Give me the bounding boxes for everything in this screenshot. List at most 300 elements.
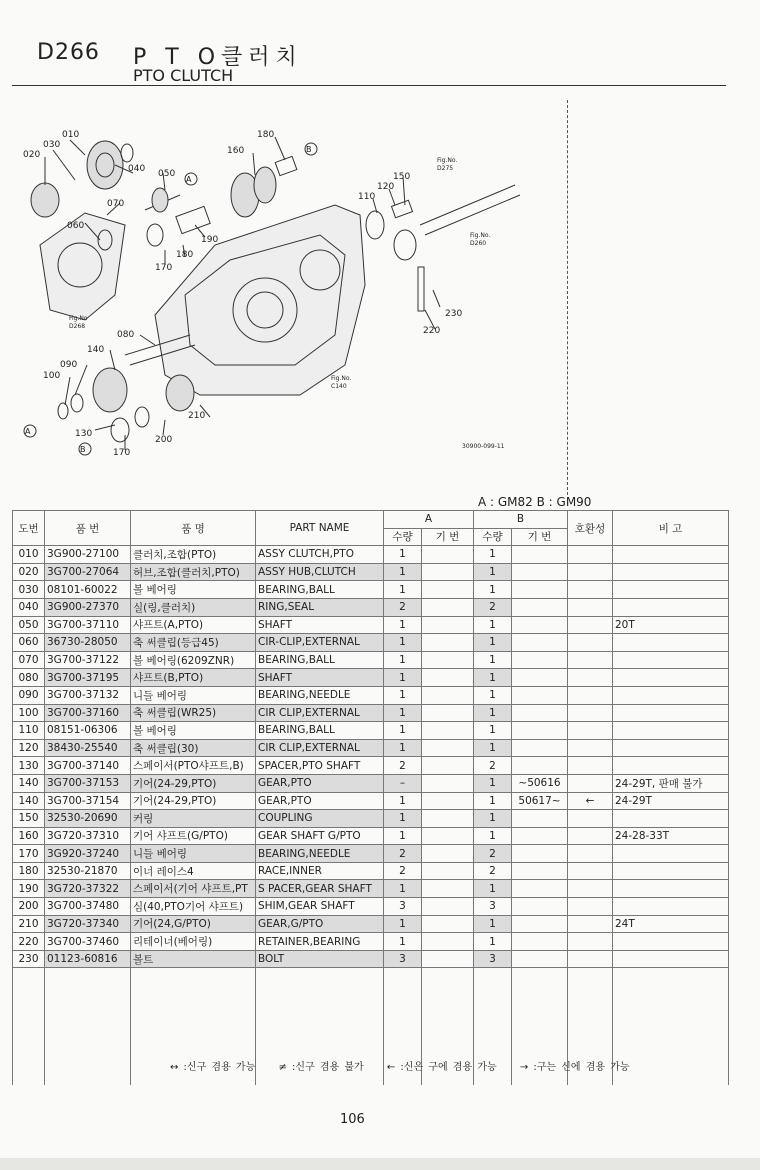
cell-part-no: 3G900-27370 xyxy=(45,598,131,616)
svg-text:160: 160 xyxy=(227,146,245,156)
cell-name-ko: 축 써클립(30) xyxy=(131,739,256,757)
empty-cell xyxy=(13,968,45,985)
cell-name-ko: 클러치,조합(PTO) xyxy=(131,546,256,564)
cell-compat xyxy=(568,686,613,704)
cell-rem xyxy=(613,634,729,652)
cell-part-no: 08101-60022 xyxy=(45,581,131,599)
cell-compat xyxy=(568,739,613,757)
cell-compat xyxy=(568,898,613,916)
cell-name-en: BEARING,BALL xyxy=(256,581,384,599)
cell-qa: 1 xyxy=(384,616,422,634)
table-row xyxy=(13,704,729,722)
table-filler-row xyxy=(13,1002,729,1019)
cell-no: 130 xyxy=(13,757,45,775)
col-no: 도번 xyxy=(13,511,45,546)
svg-text:100: 100 xyxy=(43,371,61,381)
cell-compat xyxy=(568,933,613,951)
cell-rem xyxy=(613,739,729,757)
col-b-qty: 수량 xyxy=(474,528,512,546)
empty-cell xyxy=(568,1002,613,1019)
cell-rem xyxy=(613,862,729,880)
svg-text:230: 230 xyxy=(445,309,463,319)
compatibility-legend xyxy=(170,1058,648,1073)
cell-no: 120 xyxy=(13,739,45,757)
cell-no: 170 xyxy=(13,845,45,863)
cell-qa: 1 xyxy=(384,581,422,599)
svg-text:080: 080 xyxy=(117,330,135,340)
svg-text:Fig.No: Fig.No xyxy=(69,315,88,322)
cell-bb xyxy=(512,880,568,898)
cell-rem xyxy=(613,810,729,828)
cell-qa: 2 xyxy=(384,845,422,863)
cell-compat xyxy=(568,722,613,740)
empty-cell xyxy=(256,1035,384,1052)
cell-compat xyxy=(568,862,613,880)
empty-cell xyxy=(13,1018,45,1035)
cell-no: 180 xyxy=(13,862,45,880)
cell-rem xyxy=(613,933,729,951)
cell-no: 150 xyxy=(13,810,45,828)
empty-cell xyxy=(613,1018,729,1035)
cell-bb xyxy=(512,704,568,722)
empty-cell xyxy=(384,1018,422,1035)
cell-name-en: CIR CLIP,EXTERNAL xyxy=(256,704,384,722)
cell-compat xyxy=(568,827,613,845)
cell-bb: ~50616 xyxy=(512,774,568,792)
cell-rem xyxy=(613,950,729,968)
empty-cell xyxy=(568,1035,613,1052)
svg-text:D268: D268 xyxy=(69,323,86,330)
cell-compat xyxy=(568,757,613,775)
cell-ba xyxy=(422,563,474,581)
cell-qa: 1 xyxy=(384,634,422,652)
cell-part-no: 3G720-37310 xyxy=(45,827,131,845)
empty-cell xyxy=(422,985,474,1002)
cell-qa: 1 xyxy=(384,739,422,757)
scan-edge xyxy=(0,1158,760,1170)
cell-rem: 20T xyxy=(613,616,729,634)
cell-compat xyxy=(568,810,613,828)
cell-name-en: S PACER,GEAR SHAFT xyxy=(256,880,384,898)
empty-cell xyxy=(13,1002,45,1019)
cell-rem xyxy=(613,845,729,863)
cell-name-ko: 샤프트(B,PTO) xyxy=(131,669,256,687)
cell-ba xyxy=(422,546,474,564)
cell-bb xyxy=(512,845,568,863)
table-row xyxy=(13,810,729,828)
cell-rem xyxy=(613,669,729,687)
table-row xyxy=(13,563,729,581)
table-row xyxy=(13,546,729,564)
cell-qb: 1 xyxy=(474,686,512,704)
cell-rem xyxy=(613,898,729,916)
cell-ba xyxy=(422,845,474,863)
cell-name-en: SHIM,GEAR SHAFT xyxy=(256,898,384,916)
cell-name-ko: 축 써클립(등급45) xyxy=(131,634,256,652)
cell-ba xyxy=(422,827,474,845)
cell-qa: 1 xyxy=(384,669,422,687)
empty-cell xyxy=(256,985,384,1002)
cell-compat xyxy=(568,563,613,581)
cell-compat xyxy=(568,581,613,599)
cell-ba xyxy=(422,616,474,634)
cell-bb xyxy=(512,651,568,669)
cell-name-ko: 리테이너(베어링) xyxy=(131,933,256,951)
cell-part-no: 3G720-37340 xyxy=(45,915,131,933)
cell-ba xyxy=(422,634,474,652)
empty-cell xyxy=(45,1018,131,1035)
cell-compat xyxy=(568,774,613,792)
cell-name-en: RACE,INNER xyxy=(256,862,384,880)
svg-text:Fig.No.: Fig.No. xyxy=(437,157,458,164)
cell-bb xyxy=(512,757,568,775)
cell-name-ko: 샤프트(A,PTO) xyxy=(131,616,256,634)
cell-no: 230 xyxy=(13,950,45,968)
cell-part-no: 32530-21870 xyxy=(45,862,131,880)
cell-part-no: 3G700-37195 xyxy=(45,669,131,687)
cell-qb: 2 xyxy=(474,757,512,775)
svg-text:030: 030 xyxy=(43,140,61,150)
cell-name-en: ASSY HUB,CLUTCH xyxy=(256,563,384,581)
cell-part-no: 38430-25540 xyxy=(45,739,131,757)
cell-part-no: 3G700-37110 xyxy=(45,616,131,634)
cell-name-en: SPACER,PTO SHAFT xyxy=(256,757,384,775)
cell-qa: 1 xyxy=(384,563,422,581)
cell-part-no: 3G700-37460 xyxy=(45,933,131,951)
cell-qa: 1 xyxy=(384,880,422,898)
svg-text:120: 120 xyxy=(377,182,395,192)
cell-no: 100 xyxy=(13,704,45,722)
cell-qb: 2 xyxy=(474,598,512,616)
svg-text:170: 170 xyxy=(113,448,131,458)
cell-no: 210 xyxy=(13,915,45,933)
cell-no: 020 xyxy=(13,563,45,581)
col-part-no: 품 번 xyxy=(45,511,131,546)
cell-part-no: 32530-20690 xyxy=(45,810,131,828)
cell-name-en: SHAFT xyxy=(256,616,384,634)
table-row xyxy=(13,616,729,634)
cell-rem xyxy=(613,563,729,581)
diagram-ref-code: 30900-099-11 xyxy=(462,443,505,450)
section-title-english: PTO CLUTCH xyxy=(133,66,234,85)
cell-rem xyxy=(613,651,729,669)
cell-name-ko: 볼 베어링(6209ZNR) xyxy=(131,651,256,669)
svg-text:090: 090 xyxy=(60,360,78,370)
page-number: 106 xyxy=(340,1112,365,1127)
table-filler-row xyxy=(13,1035,729,1052)
empty-cell xyxy=(474,968,512,985)
empty-cell xyxy=(13,985,45,1002)
cell-name-en: BOLT xyxy=(256,950,384,968)
cell-qa: 1 xyxy=(384,933,422,951)
cell-rem: 24T xyxy=(613,915,729,933)
cell-qa: – xyxy=(384,774,422,792)
empty-cell xyxy=(13,1051,45,1068)
cell-qb: 1 xyxy=(474,669,512,687)
cell-ba xyxy=(422,915,474,933)
cell-qb: 1 xyxy=(474,546,512,564)
empty-cell xyxy=(568,968,613,985)
empty-cell xyxy=(422,1002,474,1019)
cell-rem xyxy=(613,722,729,740)
svg-text:150: 150 xyxy=(393,172,411,182)
cell-no: 080 xyxy=(13,669,45,687)
cell-part-no: 3G700-37122 xyxy=(45,651,131,669)
cell-rem xyxy=(613,598,729,616)
cell-bb: 50617~ xyxy=(512,792,568,810)
cell-compat xyxy=(568,704,613,722)
cell-part-no: 08151-06306 xyxy=(45,722,131,740)
cell-qa: 2 xyxy=(384,862,422,880)
cell-compat xyxy=(568,598,613,616)
table-filler-row xyxy=(13,1018,729,1035)
cell-qb: 1 xyxy=(474,792,512,810)
cell-name-ko: 커링 xyxy=(131,810,256,828)
cell-part-no: 3G700-37154 xyxy=(45,792,131,810)
cell-name-ko: 볼 베어링 xyxy=(131,722,256,740)
cell-qb: 2 xyxy=(474,845,512,863)
cell-name-en: RETAINER,BEARING xyxy=(256,933,384,951)
cell-qb: 1 xyxy=(474,651,512,669)
empty-cell xyxy=(256,1018,384,1035)
table-row xyxy=(13,950,729,968)
cell-no: 140 xyxy=(13,792,45,810)
svg-text:020: 020 xyxy=(23,150,41,160)
cell-qa: 1 xyxy=(384,915,422,933)
cell-no: 140 xyxy=(13,774,45,792)
legend-item: → :구는 신에 겸용 가능 xyxy=(519,1062,630,1073)
cell-qa: 1 xyxy=(384,810,422,828)
svg-text:040: 040 xyxy=(128,164,146,174)
cell-name-ko: 기어 샤프트(G/PTO) xyxy=(131,827,256,845)
empty-cell xyxy=(474,985,512,1002)
cell-name-en: CIR CLIP,EXTERNAL xyxy=(256,739,384,757)
cell-ba xyxy=(422,686,474,704)
model-key: A : GM82 B : GM90 xyxy=(478,495,592,509)
empty-cell xyxy=(512,1018,568,1035)
cell-part-no: 3G920-37240 xyxy=(45,845,131,863)
cell-no: 220 xyxy=(13,933,45,951)
cell-qb: 1 xyxy=(474,810,512,828)
empty-cell xyxy=(512,985,568,1002)
cell-name-en: GEAR,G/PTO xyxy=(256,915,384,933)
empty-cell xyxy=(384,985,422,1002)
diagram-divider xyxy=(567,100,568,495)
empty-cell xyxy=(256,968,384,985)
svg-text:180: 180 xyxy=(176,250,194,260)
cell-part-no: 3G720-37322 xyxy=(45,880,131,898)
cell-no: 060 xyxy=(13,634,45,652)
svg-text:A: A xyxy=(186,175,192,184)
cell-qb: 3 xyxy=(474,898,512,916)
col-model-a: A xyxy=(384,511,474,529)
table-row xyxy=(13,686,729,704)
cell-name-en: BEARING,NEEDLE xyxy=(256,686,384,704)
parts-table xyxy=(12,510,729,1085)
cell-bb xyxy=(512,898,568,916)
legend-item: ≠ :신구 겸용 불가 xyxy=(278,1062,364,1073)
table-row xyxy=(13,862,729,880)
empty-cell xyxy=(613,985,729,1002)
empty-cell xyxy=(131,1018,256,1035)
cell-rem: 24-29T xyxy=(613,792,729,810)
cell-ba xyxy=(422,774,474,792)
cell-compat xyxy=(568,616,613,634)
cell-qb: 1 xyxy=(474,581,512,599)
cell-rem xyxy=(613,686,729,704)
legend-item: ↔ :신구 겸용 가능 xyxy=(170,1062,256,1073)
cell-name-en: COUPLING xyxy=(256,810,384,828)
table-row xyxy=(13,827,729,845)
svg-text:010: 010 xyxy=(62,130,80,140)
cell-compat xyxy=(568,634,613,652)
cell-name-ko: 스페이서(기어 샤프트,PT xyxy=(131,880,256,898)
section-code: D266 xyxy=(37,40,100,65)
cell-bb xyxy=(512,739,568,757)
empty-cell xyxy=(422,1035,474,1052)
cell-compat xyxy=(568,546,613,564)
empty-cell xyxy=(422,1018,474,1035)
empty-cell xyxy=(568,1018,613,1035)
cell-qb: 1 xyxy=(474,774,512,792)
svg-text:050: 050 xyxy=(158,169,176,179)
cell-rem xyxy=(613,581,729,599)
table-row xyxy=(13,880,729,898)
table-filler-row xyxy=(13,968,729,985)
cell-no: 010 xyxy=(13,546,45,564)
cell-bb xyxy=(512,915,568,933)
cell-name-ko: 볼트 xyxy=(131,950,256,968)
empty-cell xyxy=(474,1002,512,1019)
col-compat: 호환성 xyxy=(568,511,613,546)
cell-qa: 3 xyxy=(384,898,422,916)
cell-name-en: BEARING,NEEDLE xyxy=(256,845,384,863)
empty-cell xyxy=(45,1035,131,1052)
empty-cell xyxy=(613,968,729,985)
svg-text:C140: C140 xyxy=(331,383,347,390)
table-row xyxy=(13,651,729,669)
cell-part-no: 3G700-37160 xyxy=(45,704,131,722)
cell-name-ko: 심(40,PTO기어 샤프트) xyxy=(131,898,256,916)
cell-bb xyxy=(512,616,568,634)
empty-cell xyxy=(474,1035,512,1052)
cell-no: 030 xyxy=(13,581,45,599)
svg-text:060: 060 xyxy=(67,221,85,231)
cell-bb xyxy=(512,810,568,828)
cell-rem xyxy=(613,880,729,898)
empty-cell xyxy=(45,985,131,1002)
cell-name-en: GEAR,PTO xyxy=(256,774,384,792)
cell-rem xyxy=(613,757,729,775)
table-row xyxy=(13,792,729,810)
empty-cell xyxy=(45,968,131,985)
cell-rem xyxy=(613,546,729,564)
cell-name-ko: 기어(24-29,PTO) xyxy=(131,774,256,792)
table-row xyxy=(13,722,729,740)
table-row xyxy=(13,634,729,652)
empty-cell xyxy=(384,968,422,985)
empty-cell xyxy=(613,1035,729,1052)
empty-cell xyxy=(131,968,256,985)
cell-qa: 1 xyxy=(384,651,422,669)
empty-cell xyxy=(512,1035,568,1052)
svg-text:Fig.No.: Fig.No. xyxy=(331,375,352,382)
svg-text:210: 210 xyxy=(188,411,206,421)
empty-cell xyxy=(613,1002,729,1019)
svg-text:D275: D275 xyxy=(437,165,454,172)
svg-text:110: 110 xyxy=(358,192,376,202)
cell-ba xyxy=(422,704,474,722)
cell-qa: 1 xyxy=(384,704,422,722)
cell-ba xyxy=(422,581,474,599)
cell-bb xyxy=(512,669,568,687)
cell-name-en: BEARING,BALL xyxy=(256,651,384,669)
cell-part-no: 01123-60816 xyxy=(45,950,131,968)
cell-bb xyxy=(512,722,568,740)
cell-qa: 3 xyxy=(384,950,422,968)
svg-text:070: 070 xyxy=(107,199,125,209)
cell-rem: 24-28-33T xyxy=(613,827,729,845)
cell-qb: 1 xyxy=(474,915,512,933)
cell-compat xyxy=(568,880,613,898)
cell-part-no: 3G700-37140 xyxy=(45,757,131,775)
cell-name-ko: 허브,조합(클러치,PTO) xyxy=(131,563,256,581)
cell-qb: 1 xyxy=(474,880,512,898)
cell-part-no: 3G700-37480 xyxy=(45,898,131,916)
empty-cell xyxy=(512,1002,568,1019)
cell-ba xyxy=(422,862,474,880)
cell-qb: 1 xyxy=(474,704,512,722)
cell-bb xyxy=(512,581,568,599)
cell-compat xyxy=(568,669,613,687)
cell-qb: 2 xyxy=(474,862,512,880)
table-row xyxy=(13,598,729,616)
cell-ba xyxy=(422,651,474,669)
empty-cell xyxy=(45,1002,131,1019)
cell-part-no: 3G700-27064 xyxy=(45,563,131,581)
col-b-basic: 기 번 xyxy=(512,528,568,546)
table-row xyxy=(13,774,729,792)
cell-qa: 1 xyxy=(384,792,422,810)
cell-ba xyxy=(422,950,474,968)
empty-cell xyxy=(568,985,613,1002)
cell-ba xyxy=(422,810,474,828)
svg-text:B: B xyxy=(80,445,86,454)
col-remarks: 비 고 xyxy=(613,511,729,546)
cell-qb: 1 xyxy=(474,827,512,845)
svg-text:170: 170 xyxy=(155,263,173,273)
header-rule xyxy=(12,85,726,86)
cell-bb xyxy=(512,634,568,652)
cell-no: 200 xyxy=(13,898,45,916)
empty-cell xyxy=(13,1068,45,1085)
cell-qa: 2 xyxy=(384,598,422,616)
cell-name-en: RING,SEAL xyxy=(256,598,384,616)
empty-cell xyxy=(131,1002,256,1019)
cell-qb: 3 xyxy=(474,950,512,968)
table-filler-row xyxy=(13,985,729,1002)
cell-compat xyxy=(568,845,613,863)
cell-ba xyxy=(422,598,474,616)
cell-name-ko: 이너 레이스4 xyxy=(131,862,256,880)
cell-bb xyxy=(512,598,568,616)
svg-text:200: 200 xyxy=(155,435,173,445)
cell-qb: 1 xyxy=(474,722,512,740)
cell-name-ko: 스페이서(PTO샤프트,B) xyxy=(131,757,256,775)
cell-name-ko: 기어(24,G/PTO) xyxy=(131,915,256,933)
cell-compat xyxy=(568,651,613,669)
cell-rem xyxy=(613,704,729,722)
